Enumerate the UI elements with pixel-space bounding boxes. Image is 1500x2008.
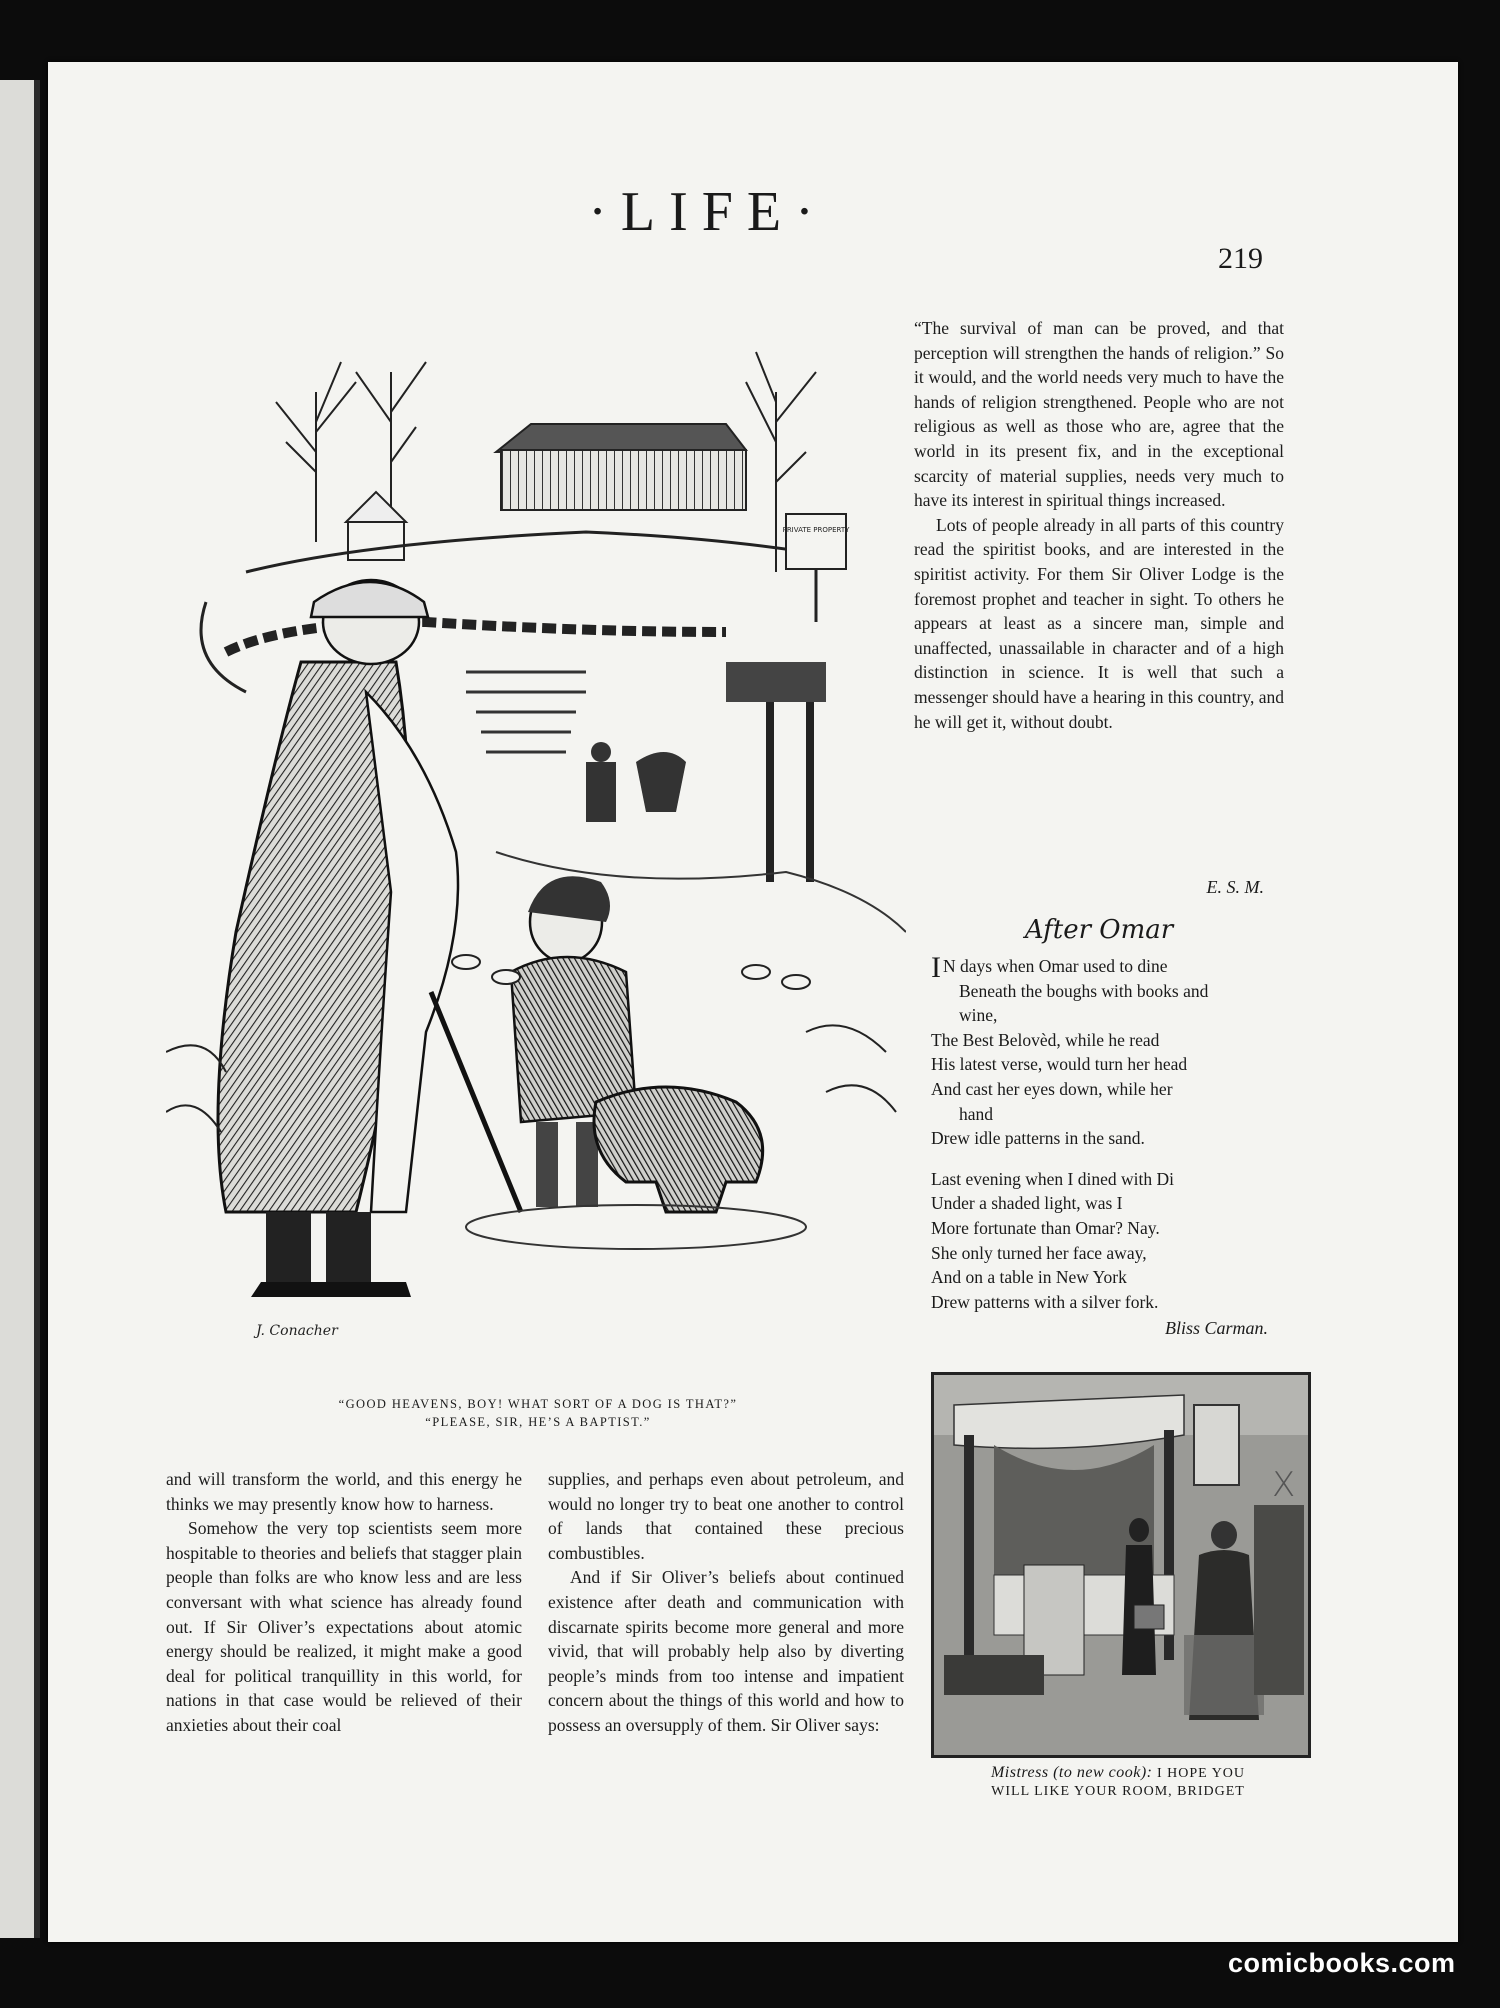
article-right-column [914,316,1284,734]
poem-line: And cast her eyes down, while her [931,1078,1173,1099]
poem-title: After Omar [1024,915,1174,945]
poem-line: Last evening when I dined with Di [931,1168,1175,1189]
poem-stanza-1 [931,951,1291,1151]
poem-line: hand [959,1103,994,1124]
poem-line: I N days when Omar used to dine [931,951,1168,984]
poem-line: Under a shaded light, was I [931,1193,1123,1214]
poem-body [931,951,1291,1330]
page-number: 219 [1218,242,1263,275]
magazine-page [48,62,1458,1942]
artist-signature: J. Conacher [256,1323,338,1339]
article-signature: E. S. M. [1206,877,1264,897]
poem-line: The Best Belovèd, while he read [931,1029,1160,1050]
page-gutter [34,80,40,1938]
page-title: ·LIFE· [588,181,828,243]
poem-line: Drew idle patterns in the sand. [931,1128,1145,1149]
article-paragraph: Somehow the very top scientists seem more hospitable to theories and beliefs that stagger plain people than folks are who know less and are less conversant with what science has already found out. If Sir Oliver’s expectations about atomic energy should be realized, it might make a good deal for political tranquillity in this world, for nations in that case would be relieved of their anxieties about their coal [166,1518,522,1735]
photo-caption-line-2: WILL LIKE YOUR ROOM, BRIDGET [991,1784,1245,1799]
poem-line: His latest verse, would turn her head [931,1054,1188,1075]
poem-line: wine, [959,1005,998,1026]
cartoon-caption-line-1: “GOOD HEAVENS, BOY! WHAT SORT OF A DOG IS THAT?” [338,1397,738,1411]
cartoon-caption [238,1395,838,1431]
article-bottom-column-2 [548,1467,904,1738]
margin-x-mark: X [1272,1465,1296,1505]
article-paragraph: And if Sir Oliver’s beliefs about continued existence after death and communication with discarnate spirits become more general and more vivid, that will probably help also by diverting people’s minds from too intense and impatient concern about the things of this world and how to possess an oversupply of them. Sir Oliver says: [548,1567,904,1735]
poem-line: She only turned her face away, [931,1242,1147,1263]
article-paragraph: and will transform the world, and this energy he thinks we may presently know how to harness. [166,1469,522,1514]
property-sign-text: PRIVATE PROPERTY [782,526,850,534]
poem-line: And on a table in New York [931,1267,1127,1288]
bedroom-photo [931,1372,1311,1758]
poem-line: Beneath the boughs with books and [959,980,1209,1001]
article-paragraph: Lots of people already in all parts of this country read the spiritist books, and are interested in the spiritist activity. For them Sir Oliver Lodge is the foremost prophet and teacher in sight. To others he appears at least as a sincere man, simple and unaffected, unassailable in character and of a high distinction in science. It is well that such a messenger should have a hearing in this country, and he will get it, without doubt. [914,514,1284,732]
cartoon-drawing [166,332,906,1372]
poem-line: More fortunate than Omar? Nay. [931,1217,1160,1238]
photo-caption-line-1: I HOPE YOU [1152,1766,1246,1781]
cartoon-illustration [166,332,906,1372]
article-bottom-column-1 [166,1467,522,1738]
drop-cap: I [931,951,941,984]
watermark: comicbooks.com [1228,1948,1456,1978]
photo-caption-italic: Mistress (to new cook): [990,1764,1153,1781]
poem-stanza-2 [931,1167,1291,1315]
article-paragraph: “The survival of man can be proved, and that perception will strengthen the hands of religion.” So it would, and the world needs very much to have the hands of religion strengthened. People who are not religious as well as those who are, agree that the world in its present fix, and in the exceptional scarcity of material supplies, needs very much to have its interest in spiritual things increased. [914,318,1284,511]
article-paragraph: supplies, and perhaps even about petroleum, and would no longer try to beat one another to control of lands that contained these precious combustibles. [548,1469,904,1563]
previous-page-edge [0,80,34,1938]
poem-author: Bliss Carman. [1164,1318,1268,1338]
cartoon-caption-line-2: “PLEASE, SIR, HE’S A BAPTIST.” [425,1415,651,1429]
bedroom-photo-drawing [934,1375,1308,1755]
photo-caption [921,1764,1315,1801]
poem-line: Drew patterns with a silver fork. [931,1291,1159,1312]
